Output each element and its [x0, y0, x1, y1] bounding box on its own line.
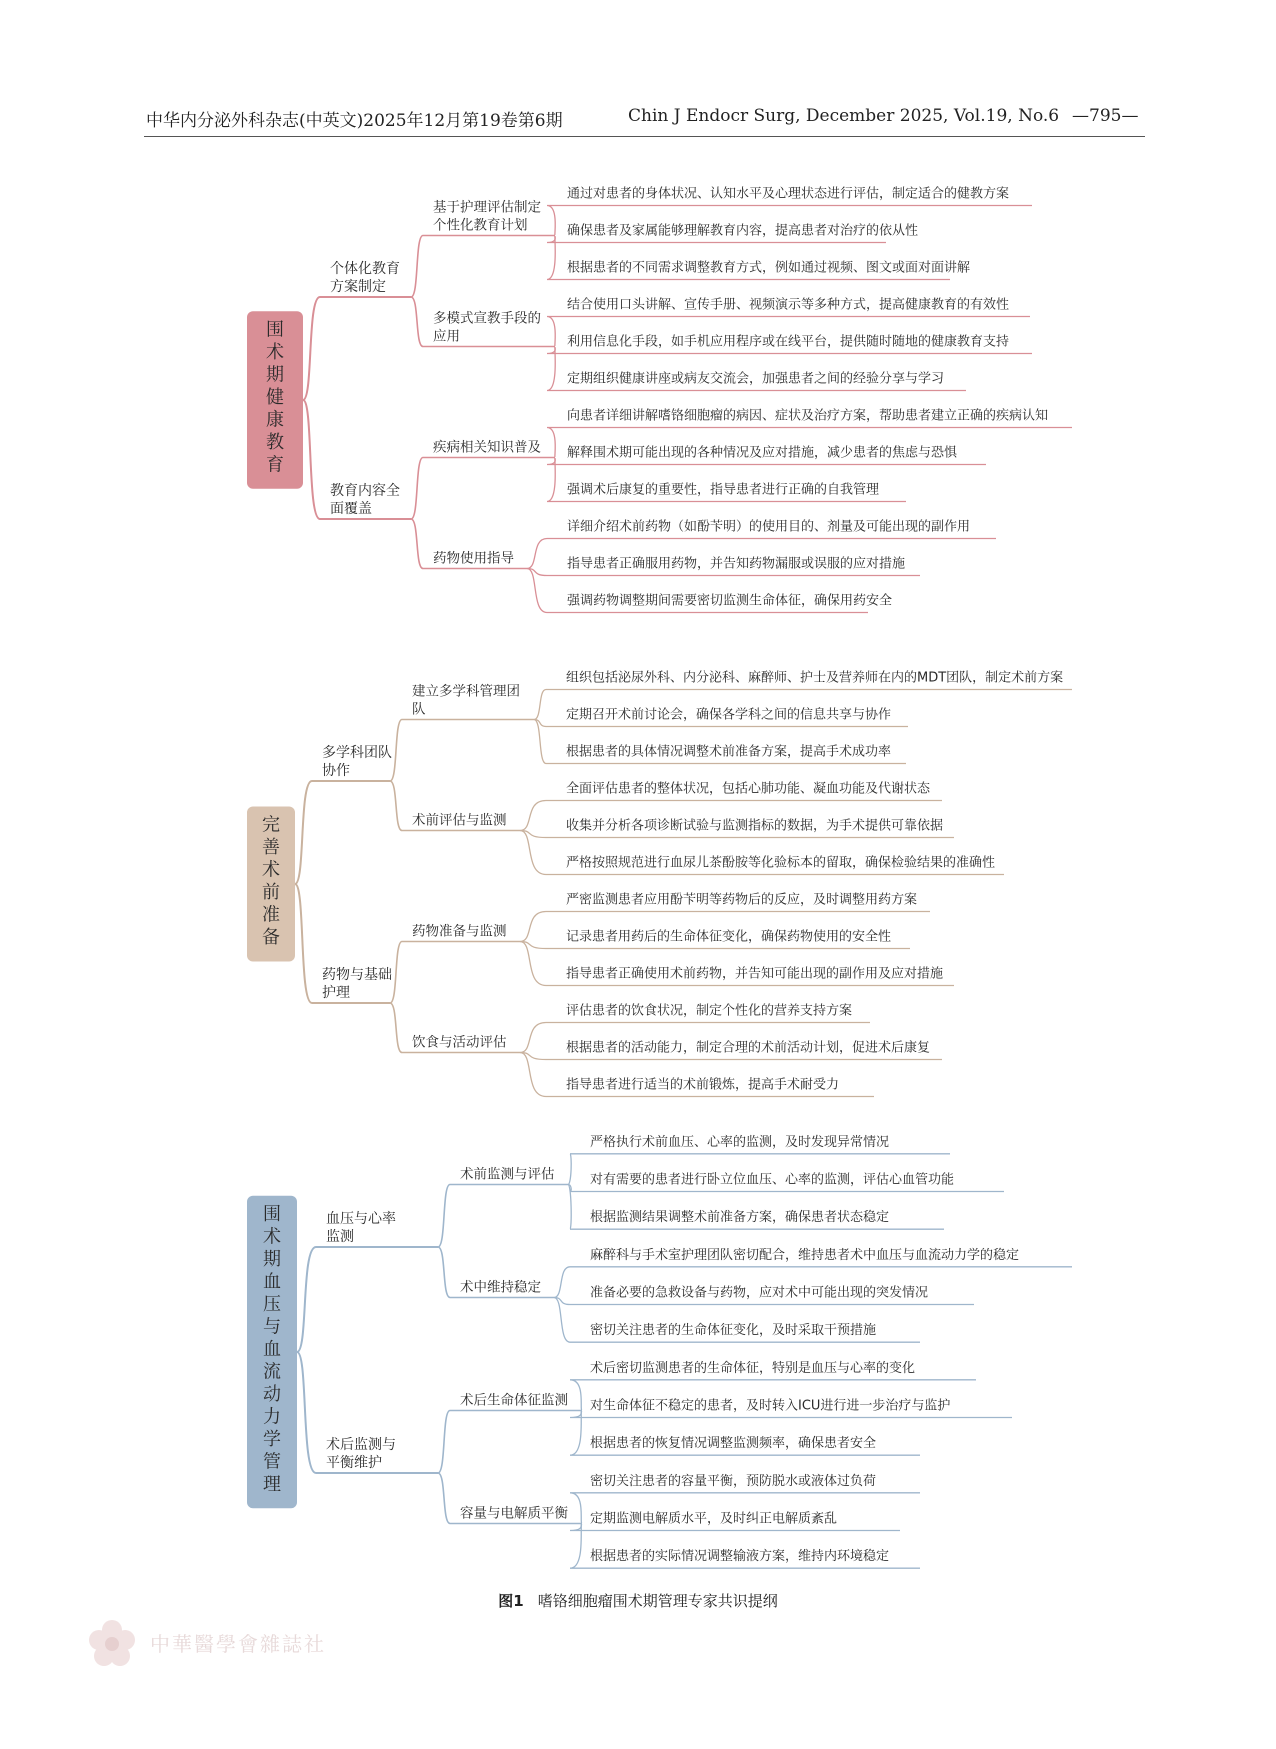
leaf-item: 对有需要的患者进行卧立位血压、心率的监测，评估心血管功能 [590, 1172, 955, 1188]
connector-line [547, 458, 555, 465]
section-title-char: 康 [266, 409, 284, 431]
section-title-char: 与 [263, 1316, 281, 1338]
leaf-item: 通过对患者的身体状况、认知水平及心理状态进行评估，制定适合的健教方案 [567, 186, 1010, 202]
subgroup-node [460, 1392, 568, 1409]
leaf-item: 麻醉科与手术室护理团队密切配合，维持患者术中血压与血流动力学的稳定 [590, 1247, 1020, 1263]
subgroup-label: 队 [412, 701, 426, 718]
leaf-item: 严格执行术前血压、心率的监测，及时发现异常情况 [590, 1134, 890, 1150]
section-title-char: 善 [262, 837, 280, 858]
connector-line [438, 1185, 456, 1248]
connector-line [527, 539, 553, 569]
connector-line [520, 912, 552, 942]
section-3 [247, 1134, 1072, 1568]
connector-line [547, 347, 555, 354]
group-node [330, 482, 400, 517]
leaf-item: 根据患者的不同需求调整教育方式，例如通过视频、图文或面对面讲解 [567, 260, 971, 276]
leaf-item: 根据患者的活动能力，制定合理的术前活动计划，促进术后康复 [566, 1040, 931, 1056]
connector-line [520, 1023, 552, 1053]
section-2 [247, 670, 1072, 1097]
subgroup-node [460, 1166, 555, 1183]
connector-line [295, 781, 318, 884]
connector-line [297, 1352, 322, 1473]
subgroup-label: 应用 [433, 328, 460, 345]
connector-line [438, 1247, 456, 1298]
leaf-item: 结合使用口头讲解、宣传手册、视频演示等多种方式，提高健康教育的有效性 [567, 297, 1010, 313]
connector-line [547, 236, 555, 243]
subgroup-label: 药物准备与监测 [412, 923, 507, 940]
journal-title-en: Chin J Endocr Surg, December 2025, Vol.19, No.6 [628, 106, 1060, 126]
section-title-char: 期 [263, 1248, 281, 1270]
connector-line [568, 1154, 576, 1185]
group-label: 平衡维护 [326, 1455, 382, 1471]
section-title-char: 理 [263, 1473, 281, 1495]
connector-line [390, 942, 408, 1004]
group-label: 方案制定 [330, 279, 386, 295]
leaf-item: 解释围术期可能出现的各种情况及应对措施，减少患者的焦虑与恐惧 [567, 445, 958, 461]
leaf-item: 密切关注患者的容量平衡，预防脱水或液体过负荷 [590, 1473, 877, 1489]
subgroup-node [460, 1279, 541, 1296]
leaf-item: 根据监测结果调整术前准备方案，确保患者状态稳定 [590, 1210, 890, 1226]
connector-line [570, 1493, 582, 1524]
group-label: 个体化教育 [330, 261, 400, 277]
leaf-item: 记录患者用药后的生命体征变化，确保药物使用的安全性 [566, 929, 892, 945]
section-title-char: 术 [263, 1226, 281, 1248]
group-node [326, 1436, 396, 1471]
leaf-item: 根据患者的实际情况调整输液方案，维持内环境稳定 [590, 1549, 890, 1565]
leaf-item: 根据患者的恢复情况调整监测频率，确保患者安全 [590, 1436, 877, 1452]
leaf-item: 确保患者及家属能够理解教育内容，提高患者对治疗的依从性 [567, 223, 919, 239]
subgroup-label: 术前评估与监测 [412, 812, 507, 829]
leaf-item: 强调术后康复的重要性，指导患者进行正确的自我管理 [567, 482, 880, 498]
leaf-item: 强调药物调整期间需要密切监测生命体征，确保用药安全 [567, 593, 893, 609]
connector-line [534, 690, 552, 720]
connector-line [520, 801, 552, 831]
subgroup-label: 疾病相关知识普及 [433, 439, 541, 456]
subgroup-label: 药物使用指导 [433, 550, 514, 567]
subgroup-node [412, 683, 520, 718]
subgroup-label: 术中维持稳定 [460, 1279, 541, 1296]
section-title-char: 血 [263, 1338, 281, 1360]
leaf-item: 向患者详细讲解嗜铬细胞瘤的病因、症状及治疗方案，帮助患者建立正确的疾病认知 [567, 408, 1049, 424]
subgroup-label: 多模式宣教手段的 [433, 310, 541, 327]
connector-line [570, 1524, 582, 1531]
publisher-logo-icon [86, 1618, 138, 1670]
section-title-char: 健 [266, 386, 284, 408]
connector-line [570, 1380, 582, 1411]
group-label: 面覆盖 [330, 501, 372, 517]
subgroup-node [460, 1505, 568, 1522]
subgroup-node [433, 439, 541, 456]
group-label: 协作 [322, 763, 350, 779]
section-title-char: 术 [266, 341, 284, 363]
leaf-item: 严密监测患者应用酚苄明等药物后的反应，及时调整用药方案 [566, 892, 918, 908]
section-title-char: 动 [263, 1383, 281, 1405]
group-label: 血压与心率 [326, 1211, 396, 1227]
section-title-char: 血 [263, 1271, 281, 1293]
publisher-watermark: 中華醫學會雜誌社 [150, 1632, 326, 1656]
group-label: 药物与基础 [322, 967, 392, 983]
section-title-char: 压 [263, 1293, 281, 1315]
connector-line [295, 884, 318, 1003]
leaf-item: 指导患者正确使用术前药物，并告知可能出现的副作用及应对措施 [566, 966, 944, 982]
figure-caption-text: 嗜铬细胞瘤围术期管理专家共识提纲 [537, 1592, 778, 1610]
section-title-char: 流 [263, 1361, 281, 1383]
subgroup-label: 基于护理评估制定 [433, 199, 541, 216]
leaf-item: 根据患者的具体情况调整术前准备方案，提高手术成功率 [566, 744, 892, 760]
connector-line [554, 1267, 576, 1298]
connector-line [547, 206, 555, 236]
leaf-item: 对生命体征不稳定的患者，及时转入ICU进行进一步治疗与监护 [590, 1398, 951, 1414]
leaf-item: 指导患者进行适当的术前锻炼，提高手术耐受力 [566, 1077, 840, 1093]
subgroup-label: 术后生命体征监测 [460, 1392, 568, 1409]
section-title-char: 力 [263, 1406, 281, 1428]
section-title-char: 育 [266, 454, 284, 476]
section-title-char: 备 [262, 927, 280, 948]
connector-line [303, 400, 326, 519]
section-title-char: 围 [266, 319, 284, 341]
connector-line [303, 297, 326, 400]
connector-line [547, 317, 555, 347]
group-label: 教育内容全 [330, 483, 400, 499]
connector-line [390, 1003, 408, 1053]
section-title-box [247, 311, 303, 489]
leaf-item: 定期监测电解质水平，及时纠正电解质紊乱 [590, 1511, 838, 1527]
journal-title-cn: 中华内分泌外科杂志(中英文)2025年12月第19卷第6期 [146, 111, 563, 131]
leaf-item: 全面评估患者的整体状况，包括心肺功能、凝血功能及代谢状态 [566, 781, 931, 797]
group-label: 监测 [326, 1229, 354, 1245]
subgroup-label: 个性化教育计划 [433, 217, 528, 234]
leaf-item: 评估患者的饮食状况，制定个性化的营养支持方案 [566, 1003, 853, 1019]
leaf-item: 利用信息化手段，如手机应用程序或在线平台，提供随时随地的健康教育支持 [567, 334, 1010, 350]
subgroup-label: 容量与电解质平衡 [460, 1505, 568, 1522]
section-1 [247, 186, 1072, 613]
group-node [326, 1211, 396, 1245]
connector-line [411, 458, 429, 520]
leaf-item: 严格按照规范进行血尿儿茶酚胺等化验标本的留取，确保检验结果的准确性 [566, 855, 996, 871]
section-title-char: 前 [262, 882, 280, 903]
group-label: 护理 [322, 985, 350, 1001]
connector-line [390, 781, 408, 831]
section-title-char: 教 [266, 431, 284, 453]
subgroup-node [412, 1034, 507, 1051]
subgroup-label: 饮食与活动评估 [412, 1034, 507, 1051]
figure-label: 图1 [498, 1592, 524, 1610]
subgroup-node [412, 923, 507, 940]
group-node [322, 966, 392, 1001]
leaf-item: 定期召开术前讨论会，确保各学科之间的信息共享与协作 [566, 707, 892, 723]
subgroup-label: 建立多学科管理团 [412, 683, 520, 700]
figure-caption [0, 1590, 1276, 1611]
group-label: 多学科团队 [322, 745, 392, 761]
section-title-char: 准 [262, 904, 280, 926]
subgroup-node [433, 199, 541, 234]
subgroup-node [412, 812, 507, 829]
section-title-char: 术 [262, 859, 280, 881]
page-number: —795— [1072, 106, 1139, 126]
leaf-item: 密切关注患者的生命体征变化，及时采取干预措施 [590, 1323, 877, 1339]
section-title-box [247, 807, 295, 962]
leaf-item: 术后密切监测患者的生命体征，特别是血压与心率的变化 [590, 1360, 916, 1376]
connector-line [547, 428, 555, 458]
section-title-char: 期 [266, 364, 284, 386]
connector-line [411, 519, 429, 569]
subgroup-node [433, 550, 514, 567]
connector-line [411, 297, 429, 347]
leaf-item: 收集并分析各项诊断试验与监测指标的数据，为手术提供可靠依据 [566, 818, 944, 834]
section-title-box [247, 1196, 297, 1509]
section-title-char: 学 [263, 1428, 281, 1450]
section-title-char: 围 [263, 1203, 281, 1225]
leaf-item: 定期组织健康讲座或病友交流会，加强患者之间的经验分享与学习 [567, 371, 945, 387]
subgroup-node [433, 310, 541, 345]
leaf-item: 详细介绍术前药物（如酚苄明）的使用目的、剂量及可能出现的副作用 [567, 519, 971, 535]
connector-line [297, 1247, 322, 1352]
connector-line [438, 1473, 456, 1524]
group-node [330, 260, 400, 295]
connector-line [570, 1411, 582, 1418]
leaf-item: 指导患者正确服用药物，并告知药物漏服或误服的应对措施 [567, 556, 906, 572]
leaf-item: 准备必要的急救设备与药物，应对术中可能出现的突发情况 [590, 1285, 929, 1301]
leaf-item: 组织包括泌尿外科、内分泌科、麻醉师、护士及营养师在内的MDT团队，制定术前方案 [566, 670, 1064, 686]
connector-line [438, 1411, 456, 1474]
group-node [322, 744, 392, 779]
connector-line [390, 720, 408, 782]
section-title-char: 完 [262, 814, 280, 836]
connector-line [411, 236, 429, 298]
section-title-char: 管 [263, 1451, 281, 1473]
group-label: 术后监测与 [326, 1437, 396, 1453]
subgroup-label: 术前监测与评估 [460, 1166, 555, 1183]
